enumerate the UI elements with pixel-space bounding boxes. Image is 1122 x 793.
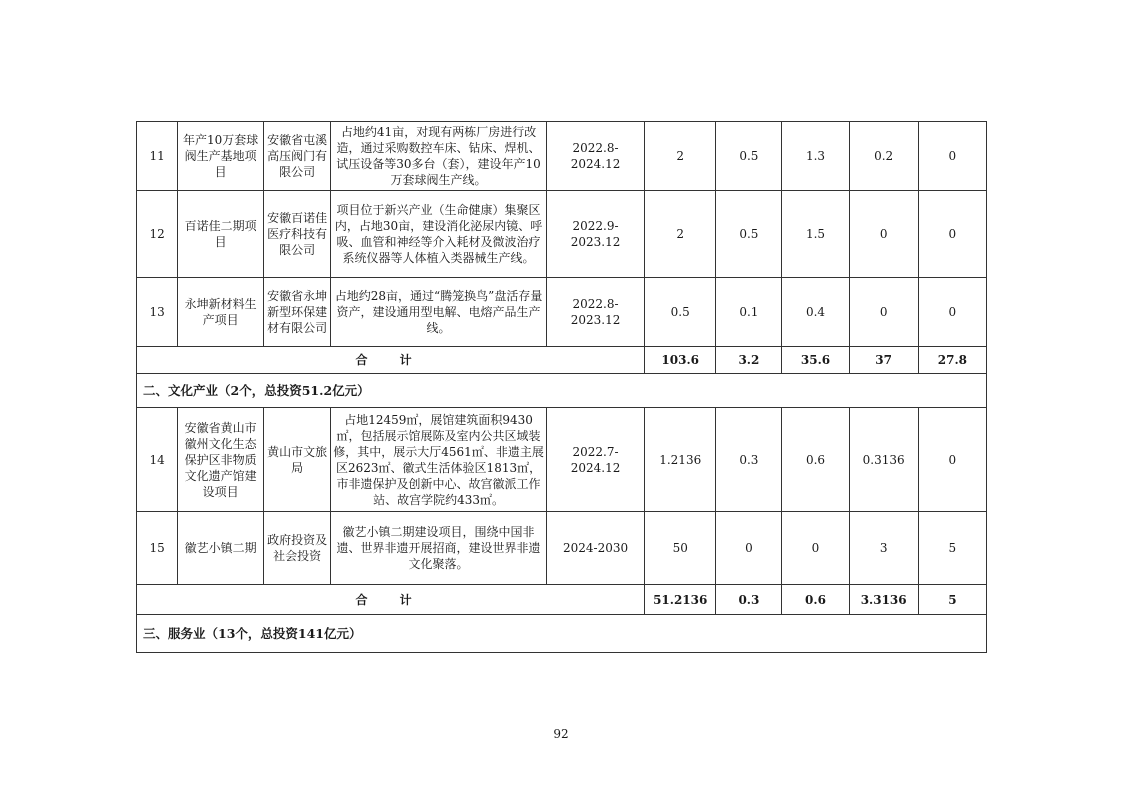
- value-4: 0.3136: [849, 408, 918, 512]
- project-description: 占地12459㎡，展馆建筑面积9430㎡，包括展示馆展陈及室内公共区域装修，其中，展示大厅4561㎡、非遗主展区2623㎡、徽式生活体验区1813㎡，市非遗保护及创新中心、故宫徽派工作站、故宫学院约433㎡。: [331, 408, 547, 512]
- project-unit: 安徽省屯溪高压阀门有限公司: [264, 122, 331, 191]
- project-period: 2024-2030: [546, 512, 644, 585]
- table-row: [137, 191, 987, 278]
- value-1: 1.2136: [645, 408, 716, 512]
- total-value-1: 103.6: [645, 347, 716, 374]
- value-1: 50: [645, 512, 716, 585]
- value-5: 0: [918, 122, 986, 191]
- value-5: 0: [918, 191, 986, 278]
- value-1: 2: [645, 191, 716, 278]
- project-description: 项目位于新兴产业（生命健康）集聚区内，占地30亩，建设消化泌尿内镜、呼吸、血管和神经等介入耗材及微波治疗系统仪器等人体植入类器械生产线。: [331, 191, 547, 278]
- value-3: 0: [782, 512, 849, 585]
- project-description: 徽艺小镇二期建设项目，围绕中国非遗、世界非遗开展招商，建设世界非遗文化聚落。: [331, 512, 547, 585]
- project-name: 徽艺小镇二期: [178, 512, 264, 585]
- project-description: 占地约28亩，通过“腾笼换鸟”盘活存量资产，建设通用型电解、电熔产品生产线。: [331, 278, 547, 347]
- value-4: 0: [849, 278, 918, 347]
- row-number: 15: [137, 512, 178, 585]
- total-value-3: 35.6: [782, 347, 849, 374]
- page-number: 92: [553, 727, 569, 741]
- total-value-2: 0.3: [716, 585, 782, 615]
- row-number: 13: [137, 278, 178, 347]
- row-number: 14: [137, 408, 178, 512]
- project-name: 百诺佳二期项目: [178, 191, 264, 278]
- project-period: 2022.8-2024.12: [546, 122, 644, 191]
- project-period: 2022.9-2023.12: [546, 191, 644, 278]
- project-unit: 安徽百诺佳医疗科技有限公司: [264, 191, 331, 278]
- row-number: 11: [137, 122, 178, 191]
- value-3: 0.4: [782, 278, 849, 347]
- total-label: 合 计: [137, 347, 645, 374]
- project-name: 安徽省黄山市徽州文化生态保护区非物质文化遗产馆建设项目: [178, 408, 264, 512]
- table-row: [137, 122, 987, 191]
- value-1: 2: [645, 122, 716, 191]
- value-2: 0.1: [716, 278, 782, 347]
- total-row: [137, 347, 987, 374]
- project-unit: 政府投资及社会投资: [264, 512, 331, 585]
- total-value-5: 5: [918, 585, 986, 615]
- table-row: [137, 408, 987, 512]
- row-number: 12: [137, 191, 178, 278]
- section-heading-row: [137, 615, 987, 653]
- total-row: [137, 585, 987, 615]
- value-2: 0: [716, 512, 782, 585]
- project-period: 2022.7-2024.12: [546, 408, 644, 512]
- total-value-4: 3.3136: [849, 585, 918, 615]
- project-name: 永坤新材料生产项目: [178, 278, 264, 347]
- table-row: [137, 512, 987, 585]
- value-2: 0.5: [716, 122, 782, 191]
- total-value-4: 37: [849, 347, 918, 374]
- value-1: 0.5: [645, 278, 716, 347]
- total-value-3: 0.6: [782, 585, 849, 615]
- value-5: 0: [918, 278, 986, 347]
- project-name: 年产10万套球阀生产基地项目: [178, 122, 264, 191]
- value-3: 1.3: [782, 122, 849, 191]
- total-value-2: 3.2: [716, 347, 782, 374]
- project-unit: 安徽省永坤新型环保建材有限公司: [264, 278, 331, 347]
- value-4: 3: [849, 512, 918, 585]
- value-2: 0.3: [716, 408, 782, 512]
- total-value-5: 27.8: [918, 347, 986, 374]
- table-row: [137, 278, 987, 347]
- value-2: 0.5: [716, 191, 782, 278]
- value-3: 1.5: [782, 191, 849, 278]
- total-label: 合 计: [137, 585, 645, 615]
- project-description: 占地约41亩，对现有两栋厂房进行改造，通过采购数控车床、钻床、焊机、试压设备等30多台（套），建设年产10万套球阀生产线。: [331, 122, 547, 191]
- project-unit: 黄山市文旅局: [264, 408, 331, 512]
- value-4: 0.2: [849, 122, 918, 191]
- total-value-1: 51.2136: [645, 585, 716, 615]
- project-period: 2022.8-2023.12: [546, 278, 644, 347]
- value-4: 0: [849, 191, 918, 278]
- value-3: 0.6: [782, 408, 849, 512]
- value-5: 5: [918, 512, 986, 585]
- section-heading: 二、文化产业（2个，总投资51.2亿元）: [137, 374, 987, 408]
- value-5: 0: [918, 408, 986, 512]
- project-table: [136, 121, 987, 653]
- section-heading: 三、服务业（13个，总投资141亿元）: [137, 615, 987, 653]
- section-heading-row: [137, 374, 987, 408]
